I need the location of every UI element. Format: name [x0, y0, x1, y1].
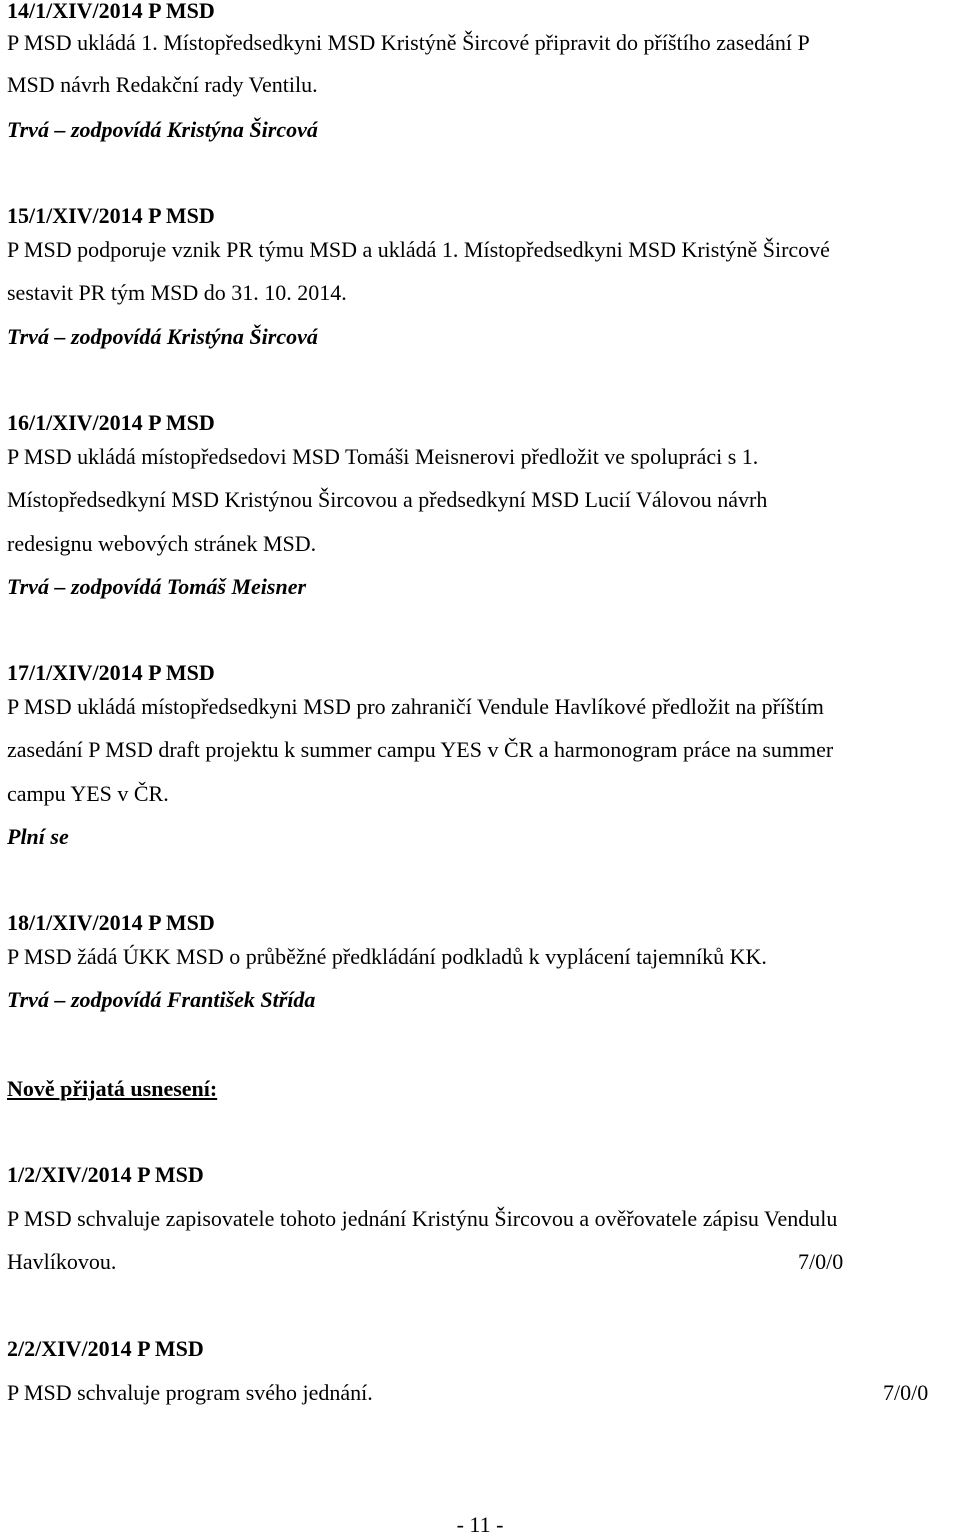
resolution-text-line: redesignu webových stránek MSD. [7, 531, 317, 556]
resolution-status: Trvá – zodpovídá Kristýna Šircová [7, 117, 318, 142]
resolution-status: Trvá – zodpovídá Kristýna Šircová [7, 324, 318, 349]
resolution-text-line: P MSD schvaluje zapisovatele tohoto jednání Kristýnu Šircovou a ověřovatele zápisu Vendulu [7, 1206, 838, 1231]
section-title: Nově přijatá usnesení: [7, 1076, 218, 1101]
resolution-text-line: Místopředsedkyní MSD Kristýnou Šircovou a předsedkyní MSD Lucií Válovou návrh [7, 487, 768, 512]
resolution-status: Trvá – zodpovídá Tomáš Meisner [7, 574, 307, 599]
resolution-text-line: P MSD podporuje vznik PR týmu MSD a ukládá 1. Místopředsedkyni MSD Kristýně Šircové [7, 237, 830, 262]
resolution-text-line: MSD návrh Redakční rady Ventilu. [7, 72, 318, 97]
resolution-text-line: zasedání P MSD draft projektu k summer campu YES v ČR a harmonogram práce na summer [7, 737, 834, 762]
vote-result: 7/0/0 [798, 1249, 844, 1274]
page-number: - 11 - [456, 1512, 504, 1537]
resolution-heading: 14/1/XIV/2014 P MSD [7, 0, 215, 23]
resolution-status: Plní se [7, 824, 69, 849]
resolution-heading: 2/2/XIV/2014 P MSD [7, 1336, 204, 1361]
resolution-heading: 18/1/XIV/2014 P MSD [7, 910, 215, 935]
resolution-text-line: Havlíkovou. [7, 1249, 117, 1274]
resolution-heading: 17/1/XIV/2014 P MSD [7, 660, 215, 685]
resolution-text-line: P MSD schvaluje program svého jednání. [7, 1380, 373, 1405]
resolution-heading: 1/2/XIV/2014 P MSD [7, 1162, 204, 1187]
resolution-text-line: P MSD ukládá 1. Místopředsedkyni MSD Kristýně Šircové připravit do příštího zasedání P [7, 30, 810, 55]
resolution-text-line: sestavit PR tým MSD do 31. 10. 2014. [7, 280, 347, 305]
resolution-heading: 16/1/XIV/2014 P MSD [7, 410, 215, 435]
vote-result: 7/0/0 [883, 1380, 929, 1405]
resolution-status: Trvá – zodpovídá František Střída [7, 987, 316, 1012]
resolution-text-line: P MSD ukládá místopředsedovi MSD Tomáši Meisnerovi předložit ve spolupráci s 1. [7, 444, 759, 469]
resolution-text-line: P MSD ukládá místopředsedkyni MSD pro zahraničí Vendule Havlíkové předložit na příštím [7, 694, 824, 719]
resolution-text-line: P MSD žádá ÚKK MSD o průběžné předkládání podkladů k vyplácení tajemníků KK. [7, 944, 767, 969]
resolution-heading: 15/1/XIV/2014 P MSD [7, 203, 215, 228]
resolution-text-line: campu YES v ČR. [7, 781, 169, 806]
